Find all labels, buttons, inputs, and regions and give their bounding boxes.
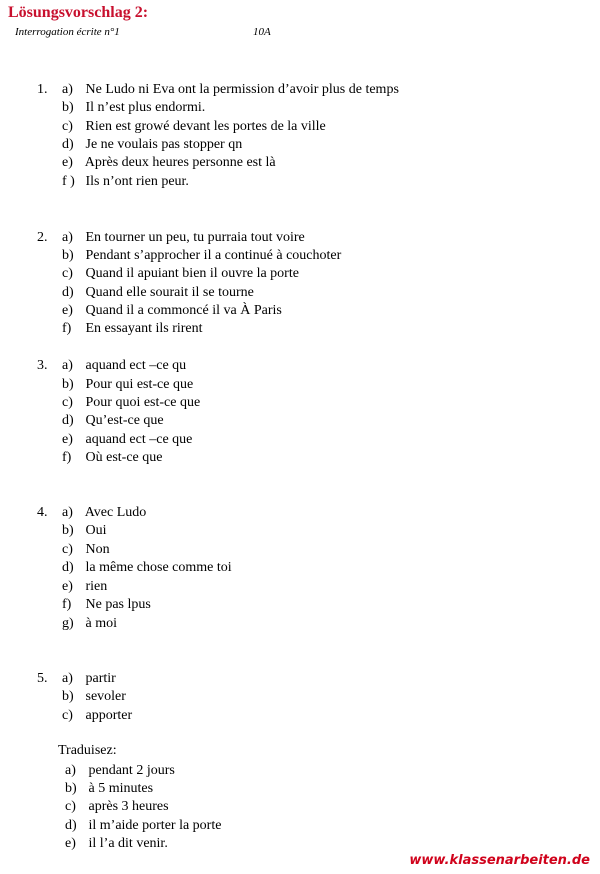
q1-item-f <box>62 173 189 191</box>
item-text: la même chose comme toi <box>85 560 232 575</box>
question-5-number: 5. <box>37 671 48 686</box>
item-text: Oui <box>85 523 107 538</box>
item-text: Non <box>85 542 110 557</box>
exam-subtitle: Interrogation écrite n°1 <box>15 26 120 38</box>
item-text: aquand ect –ce qu <box>85 358 187 373</box>
class-label: 10A <box>253 26 271 38</box>
item-text: Quand il a commoncé il va À Paris <box>85 303 282 318</box>
item-label: b) <box>62 377 74 392</box>
question-3-number: 3. <box>37 358 48 373</box>
q4-item-g <box>62 615 117 633</box>
question-1-number: 1. <box>37 82 48 97</box>
item-text: Ne pas lpus <box>85 597 151 612</box>
item-label: a) <box>62 671 73 686</box>
q1-item-a <box>62 81 399 99</box>
item-label: a) <box>62 358 73 373</box>
item-text: Il n’est plus endormi. <box>85 100 206 115</box>
q5-item-a <box>62 670 116 688</box>
item-text: partir <box>85 671 116 686</box>
item-text: à 5 minutes <box>88 781 154 796</box>
item-text: pendant 2 jours <box>88 763 175 778</box>
trad-item-d <box>65 817 221 835</box>
page-title: Lösungsvorschlag 2: <box>8 4 149 21</box>
item-text: Pour qui est-ce que <box>85 377 194 392</box>
item-label: b) <box>62 100 74 115</box>
item-label: d) <box>62 137 74 152</box>
item-label: c) <box>62 542 73 557</box>
q2-item-f <box>62 320 203 338</box>
q3-item-b <box>62 376 193 394</box>
item-label: a) <box>65 763 76 778</box>
website-link[interactable]: www.klassenarbeiten.de <box>409 853 590 868</box>
item-label: e) <box>62 432 73 447</box>
question-4-number: 4. <box>37 505 48 520</box>
item-text: Ne Ludo ni Eva ont la permission d’avoir plus de temps <box>85 82 399 97</box>
item-text: Avec Ludo <box>84 505 147 520</box>
item-text: Quand il apuiant bien il ouvre la porte <box>85 266 299 281</box>
item-text: à moi <box>85 616 117 631</box>
item-text: il m’aide porter la porte <box>88 818 222 833</box>
q4-item-c <box>62 541 110 559</box>
item-label: f) <box>62 321 72 336</box>
q2-item-c <box>62 265 299 283</box>
item-label: e) <box>62 303 73 318</box>
item-label: e) <box>62 579 73 594</box>
item-label: a) <box>62 82 73 97</box>
item-label: e) <box>65 836 76 851</box>
item-label: b) <box>62 523 74 538</box>
item-label: a) <box>62 505 73 520</box>
item-label: d) <box>65 818 77 833</box>
q1-item-c <box>62 118 326 136</box>
q1-item-e <box>62 154 276 172</box>
q5-item-b <box>62 688 126 706</box>
item-text: En tourner un peu, tu purraia tout voire <box>85 230 305 245</box>
item-label: f) <box>62 597 72 612</box>
item-text: apporter <box>85 708 133 723</box>
item-label: c) <box>62 395 73 410</box>
q2-item-b <box>62 247 341 265</box>
item-label: b) <box>65 781 77 796</box>
traduisez-heading: Traduisez: <box>58 743 117 758</box>
item-text: Pour quoi est-ce que <box>85 395 201 410</box>
q4-item-f <box>62 596 151 614</box>
item-label: f) <box>62 450 72 465</box>
item-label: g) <box>62 616 74 631</box>
item-text: sevoler <box>85 689 126 704</box>
item-label: f ) <box>62 174 75 189</box>
item-label: b) <box>62 248 74 263</box>
item-text: rien <box>85 579 108 594</box>
q4-item-b <box>62 522 107 540</box>
item-text: En essayant ils rirent <box>85 321 203 336</box>
q3-item-d <box>62 412 164 430</box>
item-text: Ils n’ont rien peur. <box>85 174 189 189</box>
q1-item-d <box>62 136 242 154</box>
q2-item-d <box>62 284 254 302</box>
q2-item-a <box>62 229 305 247</box>
item-label: c) <box>62 708 73 723</box>
q5-item-c <box>62 707 132 725</box>
q4-item-a <box>62 504 146 522</box>
item-text: Après deux heures personne est là <box>84 155 276 170</box>
item-text: Je ne voulais pas stopper qn <box>85 137 243 152</box>
item-text: Rien est growé devant les portes de la ville <box>85 119 326 134</box>
item-text: Pendant s’approcher il a continué à couchoter <box>85 248 342 263</box>
item-label: d) <box>62 560 74 575</box>
item-text: Qu’est-ce que <box>85 413 164 428</box>
q3-item-c <box>62 394 200 412</box>
item-label: c) <box>62 266 73 281</box>
q2-item-e <box>62 302 282 320</box>
q4-item-d <box>62 559 232 577</box>
item-label: d) <box>62 285 74 300</box>
item-label: c) <box>65 799 76 814</box>
q4-item-e <box>62 578 107 596</box>
trad-item-c <box>65 798 169 816</box>
trad-item-b <box>65 780 153 798</box>
item-label: d) <box>62 413 74 428</box>
q3-item-f <box>62 449 162 467</box>
item-label: b) <box>62 689 74 704</box>
trad-item-a <box>65 762 175 780</box>
item-text: Quand elle sourait il se tourne <box>85 285 254 300</box>
q3-item-e <box>62 431 192 449</box>
item-text: après 3 heures <box>88 799 169 814</box>
item-label: a) <box>62 230 73 245</box>
question-2-number: 2. <box>37 230 48 245</box>
item-text: aquand ect –ce que <box>85 432 193 447</box>
q3-item-a <box>62 357 186 375</box>
item-label: e) <box>62 155 73 170</box>
item-label: c) <box>62 119 73 134</box>
q1-item-b <box>62 99 205 117</box>
trad-item-e <box>65 835 168 853</box>
item-text: Où est-ce que <box>85 450 163 465</box>
item-text: il l’a dit venir. <box>88 836 168 851</box>
